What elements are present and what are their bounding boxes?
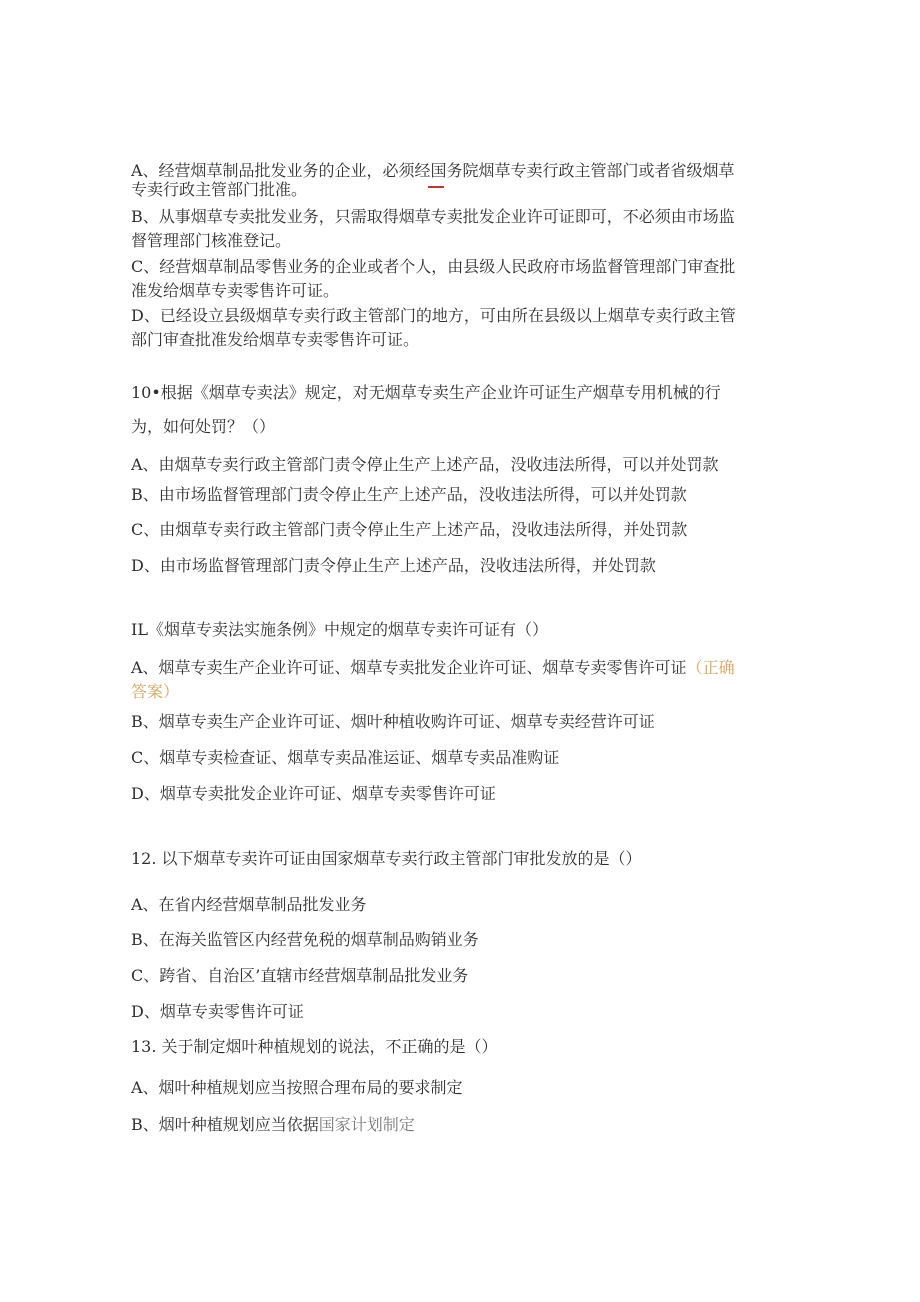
q11-option-b: B、烟草专卖生产企业许可证、烟叶种植收购许可证、烟草专卖经营许可证 — [131, 712, 655, 731]
q11-option-c: C、烟草专卖检查证、烟草专卖品准运证、烟草专卖品准购证 — [131, 748, 560, 767]
q9-option-b-line2: 督管理部门核准登记。 — [131, 231, 292, 250]
q11-option-a-text: A、烟草专卖生产企业许可证、烟草专卖批发企业许可证、烟草专卖零售许可证 — [131, 658, 687, 677]
q12-question: 12. 以下烟草专卖许可证由国家烟草专卖行政主管部门审批发放的是（） — [131, 849, 642, 868]
q10-option-d: D、由市场监督管理部门责令停止生产上述产品，没收违法所得，并处罚款 — [131, 556, 656, 575]
q13-option-b-faded: 国家计划制定 — [318, 1115, 415, 1134]
q9-option-a-line1: A、经营烟草制品批发业务的企业，必须经国务院烟草专卖行政主管部门或者省级烟草 — [131, 161, 735, 180]
correct-answer-note: （正确 — [686, 658, 735, 677]
q12-option-a: A、在省内经营烟草制品批发业务 — [131, 895, 367, 914]
q10-question-line2: 为，如何处罚？（） — [131, 417, 276, 436]
q11-question: IL《烟草专卖法实施条例》中规定的烟草专卖许可证有（） — [131, 620, 548, 639]
q9-option-a-line2: 专卖行政主管部门批准。 — [131, 180, 308, 199]
q13-option-a: A、烟叶种植规划应当按照合理布局的要求制定 — [131, 1078, 463, 1097]
correct-answer-note-line2: 答案） — [131, 682, 180, 701]
q11-option-a-line1 — [131, 658, 781, 678]
q10-option-b: B、由市场监督管理部门责令停止生产上述产品，没收违法所得，可以并处罚款 — [131, 485, 687, 504]
q10-option-c: C、由烟草专卖行政主管部门责令停止生产上述产品，没收违法所得，并处罚款 — [131, 520, 688, 539]
q9-option-c-line2: 准发给烟草专卖零售许可证。 — [131, 281, 340, 300]
q11-option-d: D、烟草专卖批发企业许可证、烟草专卖零售许可证 — [131, 784, 496, 803]
q10-option-a: A、由烟草专卖行政主管部门责令停止生产上述产品，没收违法所得，可以并处罚款 — [131, 455, 719, 474]
q12-option-d: D、烟草专卖零售许可证 — [131, 1002, 304, 1021]
q12-option-c: C、跨省、自治区’直辖市经营烟草制品批发业务 — [131, 966, 469, 985]
q13-question: 13. 关于制定烟叶种植规划的说法，不正确的是（） — [131, 1037, 498, 1056]
q9-option-d-line1: D、已经设立县级烟草专卖行政主管部门的地方，可由所在县级以上烟草专卖行政主管 — [131, 306, 736, 325]
q12-option-b: B、在海关监管区内经营免税的烟草制品购销业务 — [131, 930, 479, 949]
q10-question-line1: 10•根据《烟草专卖法》规定，对无烟草专卖生产企业许可证生产烟草专用机械的行 — [131, 383, 721, 402]
q9-option-b-line1: B、从事烟草专卖批发业务，只需取得烟草专卖批发企业许可证即可，不必须由市场监 — [131, 207, 735, 226]
q9-option-d-line2: 部门审查批准发给烟草专卖零售许可证。 — [131, 330, 420, 349]
q13-option-b — [131, 1115, 781, 1135]
q13-option-b-text: B、烟叶种植规划应当依据 — [131, 1115, 319, 1134]
q9-option-c-line1: C、经营烟草制品零售业务的企业或者个人，由县级人民政府市场监督管理部门审查批 — [131, 257, 736, 276]
red-mark — [428, 186, 444, 188]
